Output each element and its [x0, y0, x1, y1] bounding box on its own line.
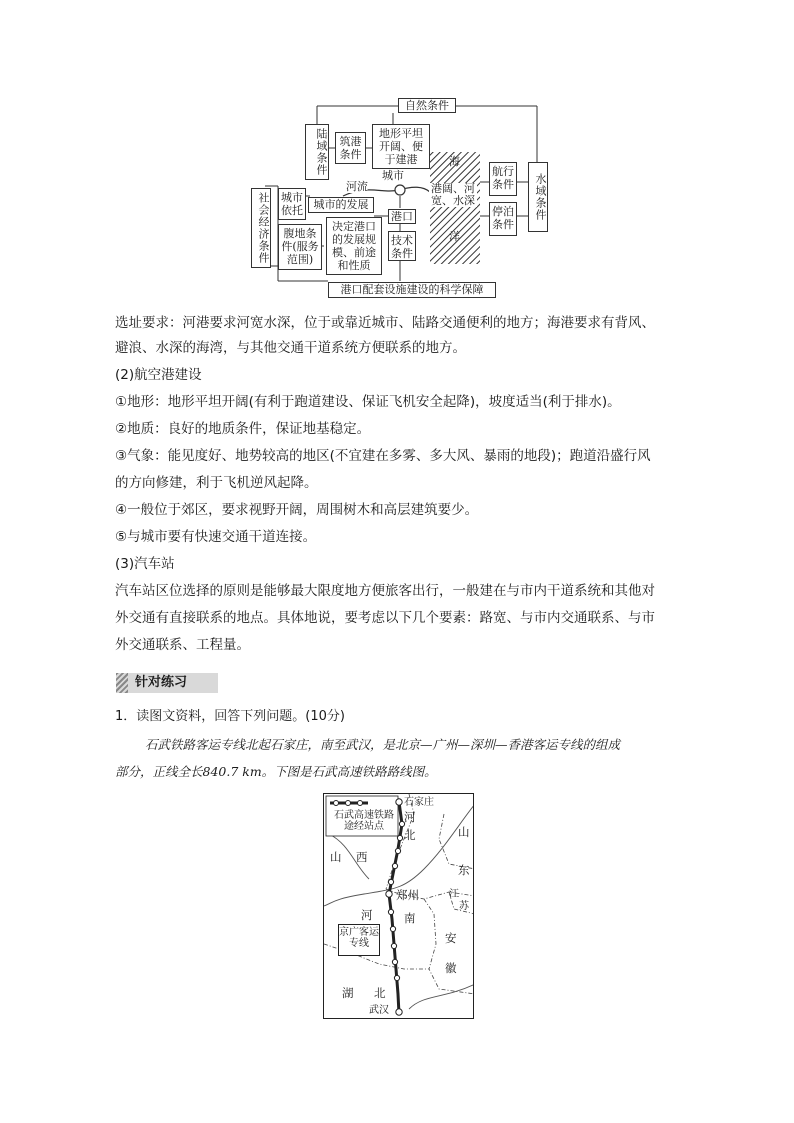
station	[392, 959, 397, 964]
site-requirement-line-2: 避浪、水深的海湾，与其他交通干道系统方便联系的地方。	[115, 340, 466, 356]
tag-stripes	[116, 673, 128, 693]
bus-station-line-2: 外交通有直接联系的地点。具体地说，要考虑以下几个要素：路宽、与市内交通联系、与市	[115, 610, 655, 626]
label-shanxi-1: 山	[330, 850, 342, 864]
label-henan-1: 河	[361, 908, 373, 922]
label-wuhan: 武汉	[369, 1005, 389, 1016]
port-building-conditions-box: 筑港条件	[335, 132, 366, 164]
decides-port-box: 决定港口的发展规模、前途和性质	[326, 217, 382, 275]
label-hubei-1: 湖	[342, 986, 354, 1000]
bus-station-heading: (3)汽车站	[115, 556, 175, 572]
city-label: 城市	[382, 169, 404, 182]
hinterland-box: 腹地条件(服务范围)	[278, 224, 322, 270]
map-legend-label: 石武高速铁路途经站点	[334, 810, 394, 832]
label-anhui-2: 徽	[445, 961, 457, 975]
bus-station-line-3: 外交通联系、工程量。	[115, 637, 250, 653]
airport-item-2: ②地质：良好的地质条件，保证地基稳定。	[115, 421, 371, 437]
label-hubei-2: 北	[374, 986, 386, 1000]
label-anhui-1: 安	[445, 931, 457, 945]
site-requirement-line-1: 选址要求：河港要求河宽水深，位于或靠近城市、陆路交通便利的地方；海港要求有背风、	[115, 315, 655, 331]
sea-hatch-area	[430, 152, 480, 264]
label-shanxi-2: 西	[356, 850, 368, 864]
station-shijiazhuang	[396, 799, 402, 805]
railway-route-map	[323, 793, 474, 1019]
natural-conditions-box: 自然条件	[398, 98, 456, 113]
station	[388, 909, 393, 914]
label-shandong-2: 东	[458, 863, 470, 877]
terrain-flat-box: 地形平坦开阔、便于建港	[372, 124, 430, 169]
station-wuhan	[396, 1009, 402, 1015]
label-henan-2: 南	[404, 911, 416, 925]
question-1-para-line-2: 部分，正线全长840.7 km。下图是石武高速铁路路线图。	[115, 764, 437, 779]
port-box: 港口	[388, 209, 416, 224]
city-support-box: 城市依托	[278, 188, 306, 220]
airport-item-1: ①地形：地形平坦开阔(有利于跑道建设、保证飞机安全起降)，坡度适当(利于排水)。	[115, 394, 621, 410]
legend-station	[334, 801, 339, 806]
airport-item-3-line-1: ③气象：能见度好、地势较高的地区(不宜建在多雾、多大风、暴雨的地段)；跑道沿盛行风	[115, 448, 651, 464]
ocean-label: 洋	[449, 230, 460, 243]
boundary-shandong	[439, 814, 474, 869]
label-zhengzhou: 郑州	[396, 888, 419, 902]
station	[390, 926, 395, 931]
mooring-conditions-box: 停泊条件	[489, 202, 517, 236]
legend-station	[346, 801, 351, 806]
city-symbol	[395, 185, 405, 195]
bus-station-line-1: 汽车站区位选择的原则是能够最大限度地方便旅客出行，一般建在与市内干道系统和其他对	[115, 583, 655, 599]
airport-item-4: ④一般位于郊区，要求视野开阔，周围树木和高层建筑要少。	[115, 502, 479, 518]
station	[394, 975, 399, 980]
label-hebei-2: 北	[404, 828, 416, 842]
land-conditions-box: 陆域条件	[305, 124, 329, 180]
supporting-facilities-box: 港口配套设施建设的科学保障	[328, 282, 496, 298]
river-label: 河流	[346, 180, 368, 193]
yangtze-river	[409, 984, 474, 1009]
airport-item-3-line-2: 的方向修建，利于飞机逆风起降。	[115, 475, 318, 491]
label-jingguang: 京广客运专线	[338, 924, 380, 956]
sea-label: 海	[449, 155, 460, 168]
label-shandong-1: 山	[458, 825, 470, 839]
question-1: 1．读图文资料，回答下列问题。(10分)	[115, 709, 345, 724]
port-wide-label: 港阔、河宽、水深	[431, 182, 475, 207]
label-hebei-1: 河	[404, 810, 416, 824]
station	[392, 863, 397, 868]
label-jiangsu-2: 苏	[459, 901, 469, 912]
label-jiangsu-1: 江	[449, 889, 459, 900]
label-shijiazhuang: 石家庄	[404, 797, 434, 808]
question-1-para-line-1: 石武铁路客运专线北起石家庄，南至武汉，是北京—广州—深圳—香港客运专线的组成	[145, 737, 621, 752]
port-conditions-diagram	[248, 96, 548, 301]
station	[391, 943, 396, 948]
social-economic-box: 社会经济条件	[251, 188, 271, 268]
airport-item-5: ⑤与城市要有快速交通干道连接。	[115, 529, 317, 545]
tech-conditions-box: 技术条件	[388, 231, 416, 261]
station	[395, 848, 400, 853]
city-development-box: 城市的发展	[308, 197, 374, 213]
station	[388, 879, 393, 884]
station	[397, 835, 402, 840]
airport-heading: (2)航空港建设	[115, 367, 202, 383]
water-conditions-box: 水域条件	[528, 162, 548, 232]
boundary-henan-anhui	[424, 899, 474, 994]
practice-tag-label: 针对练习	[135, 675, 188, 690]
legend-station	[358, 801, 363, 806]
navigation-conditions-box: 航行条件	[489, 162, 517, 196]
station-zhengzhou	[386, 891, 392, 897]
practice-section-tag	[116, 673, 218, 693]
